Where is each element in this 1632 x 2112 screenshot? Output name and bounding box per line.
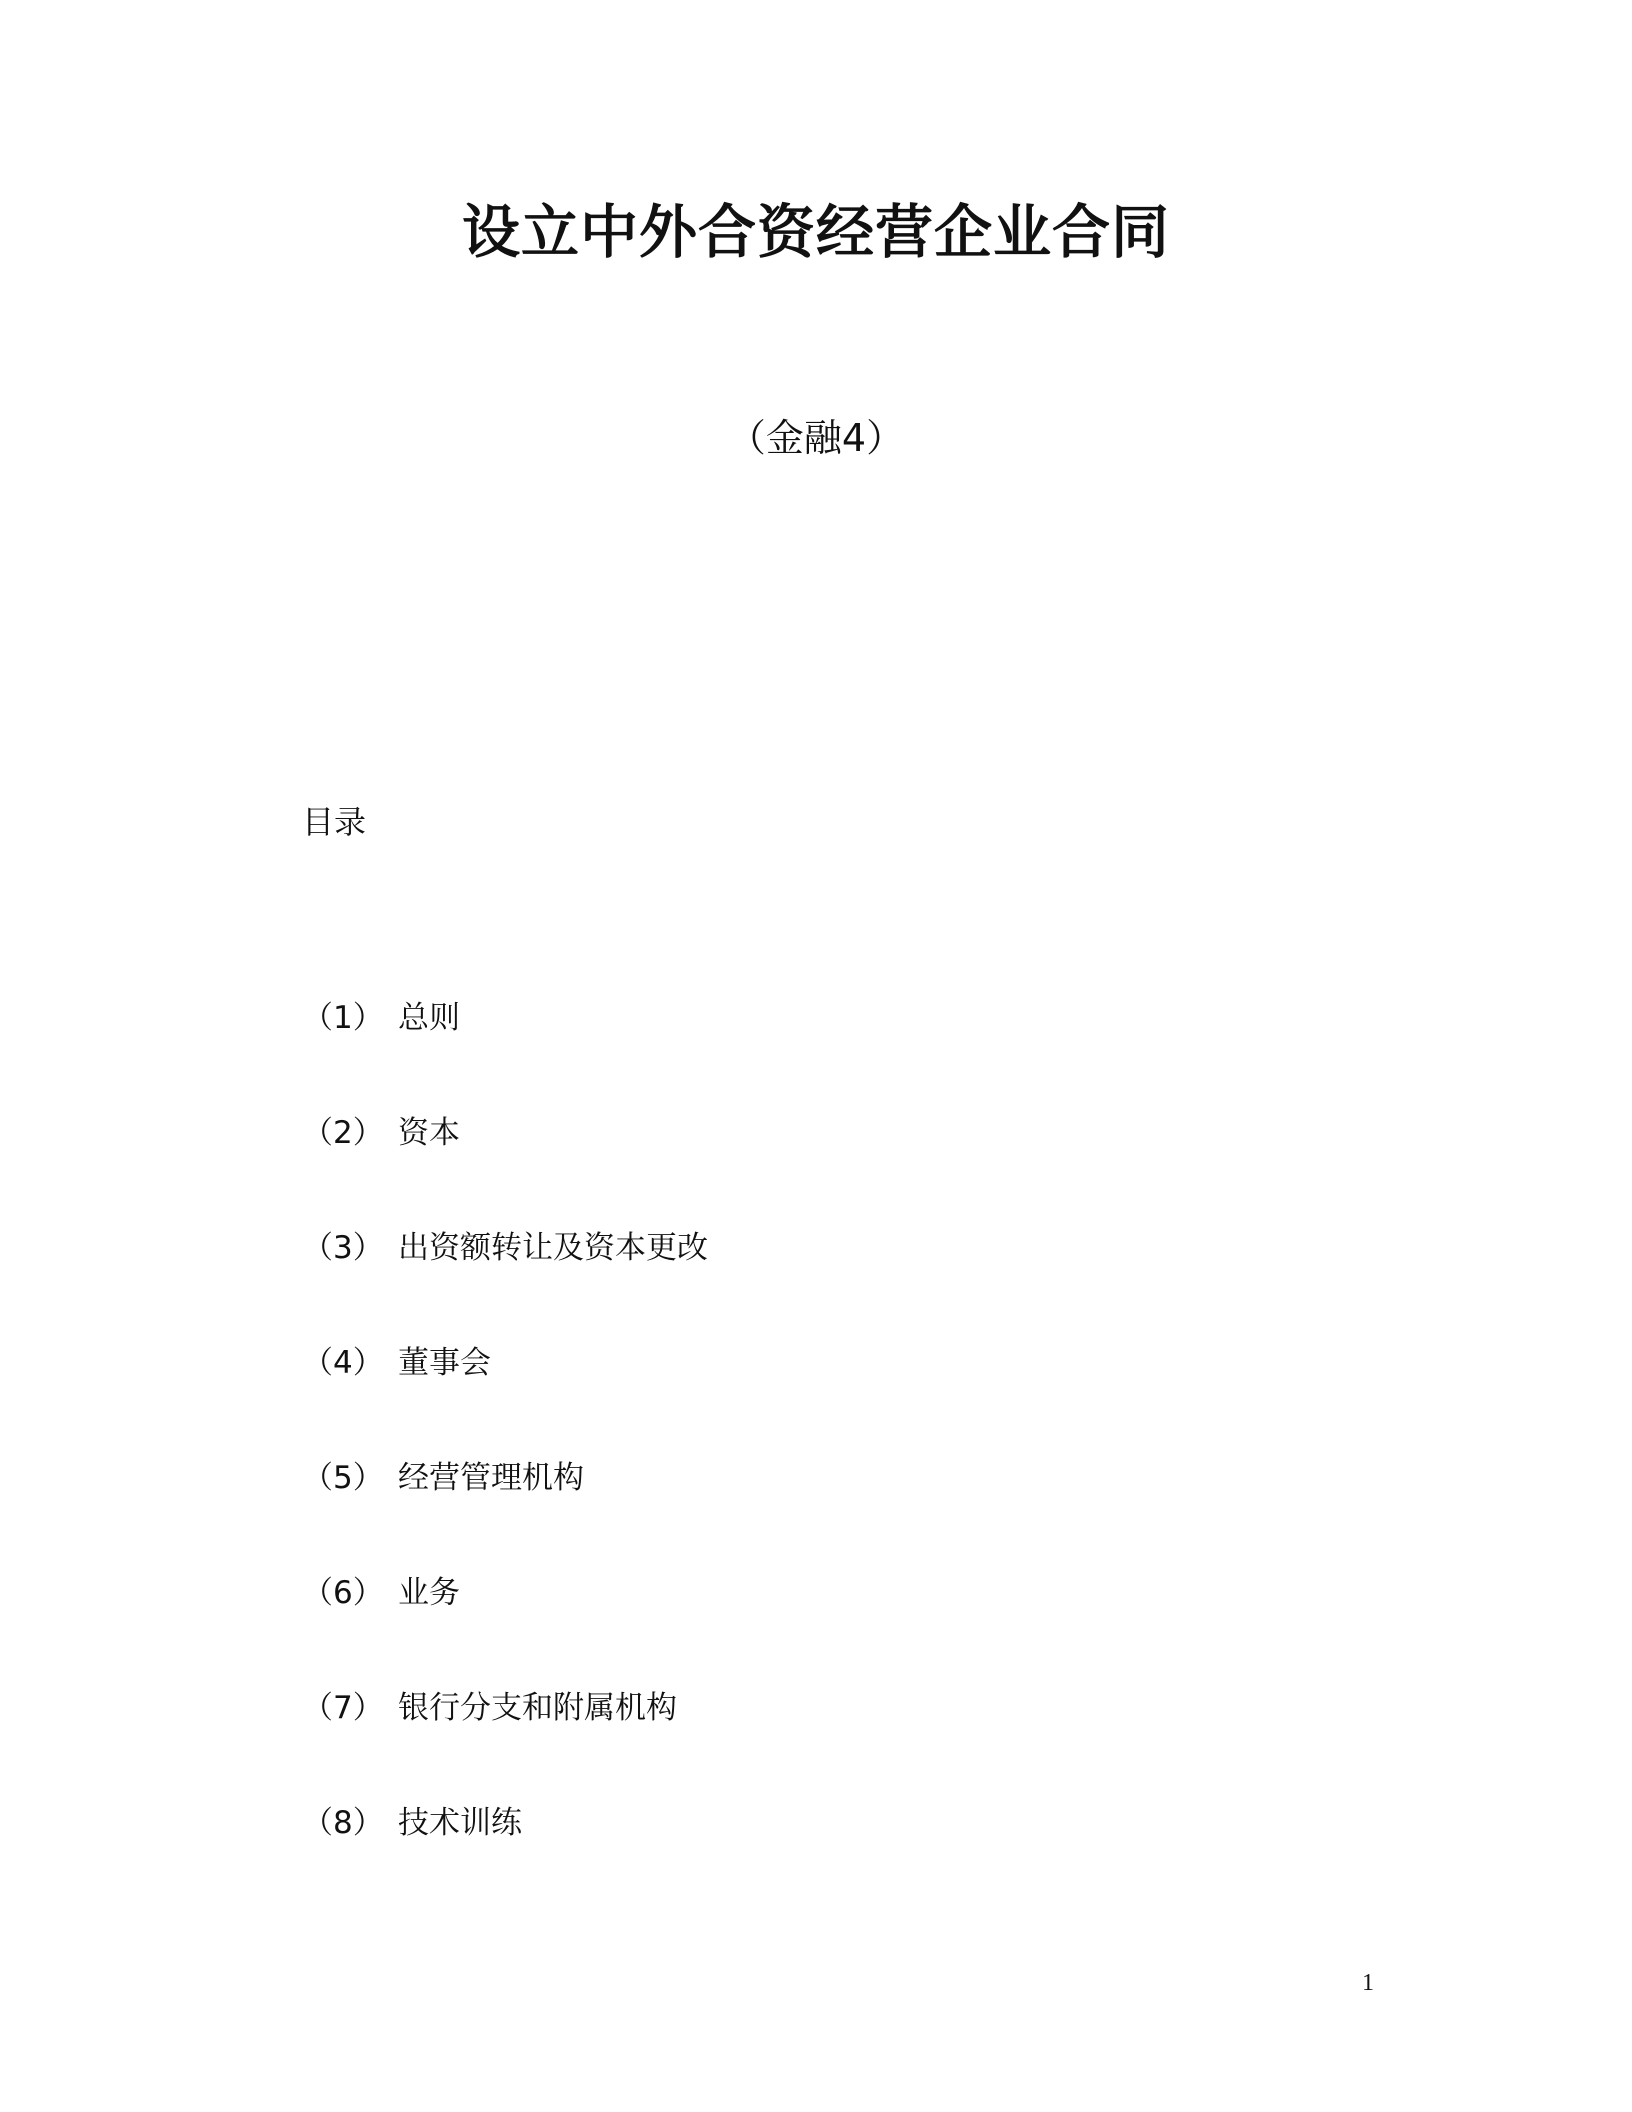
toc-item-number: （1） [302, 1000, 384, 1036]
toc-item-number: （8） [302, 1805, 384, 1841]
toc-item-label: 资本 [398, 1115, 460, 1151]
document-subtitle: （金融4） [727, 416, 905, 460]
document-title: 设立中外合资经营企业合同 [461, 198, 1170, 266]
toc-item-number: （6） [302, 1575, 384, 1611]
toc-item-label: 业务 [398, 1575, 460, 1611]
toc-item-number: （7） [302, 1690, 384, 1726]
table-of-contents [302, 995, 708, 1915]
toc-item [302, 1800, 708, 1915]
toc-item-number: （5） [302, 1460, 384, 1496]
toc-item [302, 1225, 708, 1340]
toc-item [302, 1340, 708, 1455]
toc-item-label: 银行分支和附属机构 [398, 1690, 677, 1726]
toc-item [302, 995, 708, 1110]
toc-item-label: 总则 [398, 1000, 460, 1036]
toc-item-label: 出资额转让及资本更改 [398, 1230, 708, 1266]
toc-item-label: 技术训练 [398, 1805, 522, 1841]
toc-item-number: （3） [302, 1230, 384, 1266]
toc-item-label: 董事会 [398, 1345, 491, 1381]
toc-item [302, 1685, 708, 1800]
toc-item-number: （2） [302, 1115, 384, 1151]
toc-item [302, 1110, 708, 1225]
toc-item-number: （4） [302, 1345, 384, 1381]
toc-item [302, 1455, 708, 1570]
toc-heading: 目录 [302, 803, 367, 841]
toc-item [302, 1570, 708, 1685]
toc-item-label: 经营管理机构 [398, 1460, 584, 1496]
page-number: 1 [1362, 1970, 1374, 1996]
